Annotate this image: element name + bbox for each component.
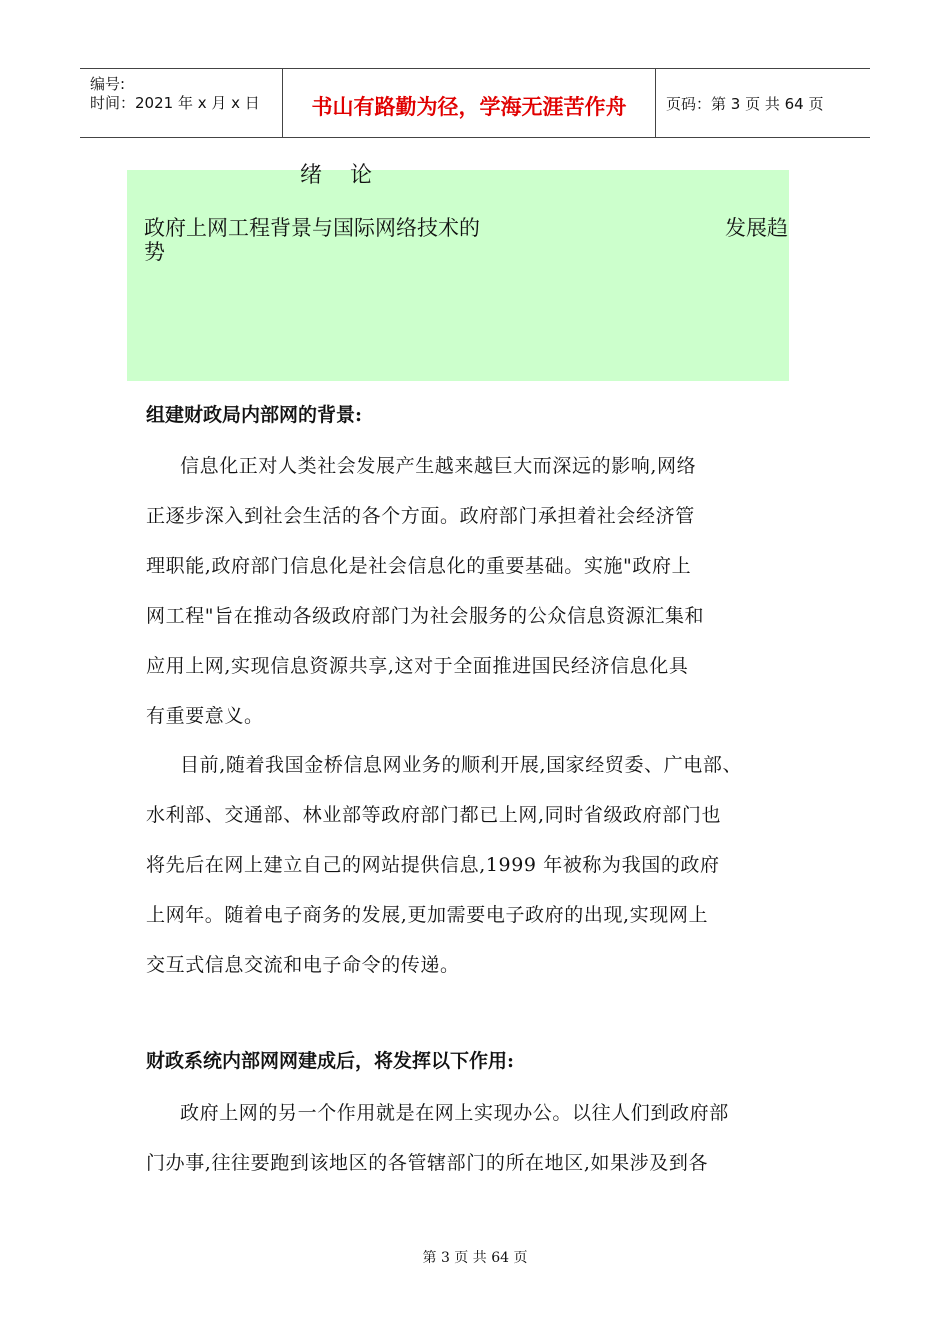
- section-title: 绪论: [300, 163, 401, 188]
- section1-line: 理职能,政府部门信息化是社会信息化的重要基础。实施"政府上: [146, 555, 692, 577]
- box-title-part1: 政府上网工程背景与国际网络技术的: [144, 216, 480, 240]
- section1-line: 将先后在网上建立自己的网站提供信息,1999 年被称为我国的政府: [146, 854, 720, 876]
- section1-line: 上网年。随着电子商务的发展,更加需要电子政府的出现,实现网上: [146, 904, 709, 926]
- section2-heading: 财政系统内部网网建成后，将发挥以下作用:: [146, 1050, 515, 1072]
- section1-heading: 组建财政局内部网的背景:: [146, 404, 363, 426]
- page-footer: 第 3 页 共 64 页: [422, 1250, 528, 1266]
- page-code: 页码：第 3 页 共 64 页: [666, 95, 824, 113]
- section1-line: 信息化正对人类社会发展产生越来越巨大而深远的影响,网络: [180, 455, 697, 477]
- header-motto-cell: [283, 69, 656, 137]
- document-header: [80, 68, 870, 138]
- time-label: 时间：2021 年 x 月 x 日: [90, 94, 260, 112]
- section2-line: 门办事,往往要跑到该地区的各管辖部门的所在地区,如果涉及到各: [146, 1152, 709, 1174]
- section1-line: 网工程"旨在推动各级政府部门为社会服务的公众信息资源汇集和: [146, 605, 705, 627]
- number-label: 编号:: [90, 75, 126, 93]
- intro-highlight-box: [127, 170, 789, 381]
- section1-line: 应用上网,实现信息资源共享,这对于全面推进国民经济信息化具: [146, 655, 689, 677]
- box-title-part2: 发展趋: [725, 216, 788, 240]
- motto-text: 书山有路勤为径，学海无涯苦作舟: [311, 95, 627, 119]
- section1-line: 目前,随着我国金桥信息网业务的顺利开展,国家经贸委、广电部、: [180, 754, 743, 776]
- header-left-cell: [80, 69, 283, 137]
- header-page-cell: [656, 69, 870, 137]
- section1-line: 正逐步深入到社会生活的各个方面。政府部门承担着社会经济管: [146, 505, 695, 527]
- section2-line: 政府上网的另一个作用就是在网上实现办公。以往人们到政府部: [180, 1102, 729, 1124]
- section1-line: 水利部、交通部、林业部等政府部门都已上网,同时省级政府部门也: [146, 804, 722, 826]
- box-title-line2: 势: [144, 240, 165, 264]
- section1-line: 有重要意义。: [146, 705, 264, 727]
- section1-line: 交互式信息交流和电子命令的传递。: [146, 954, 460, 976]
